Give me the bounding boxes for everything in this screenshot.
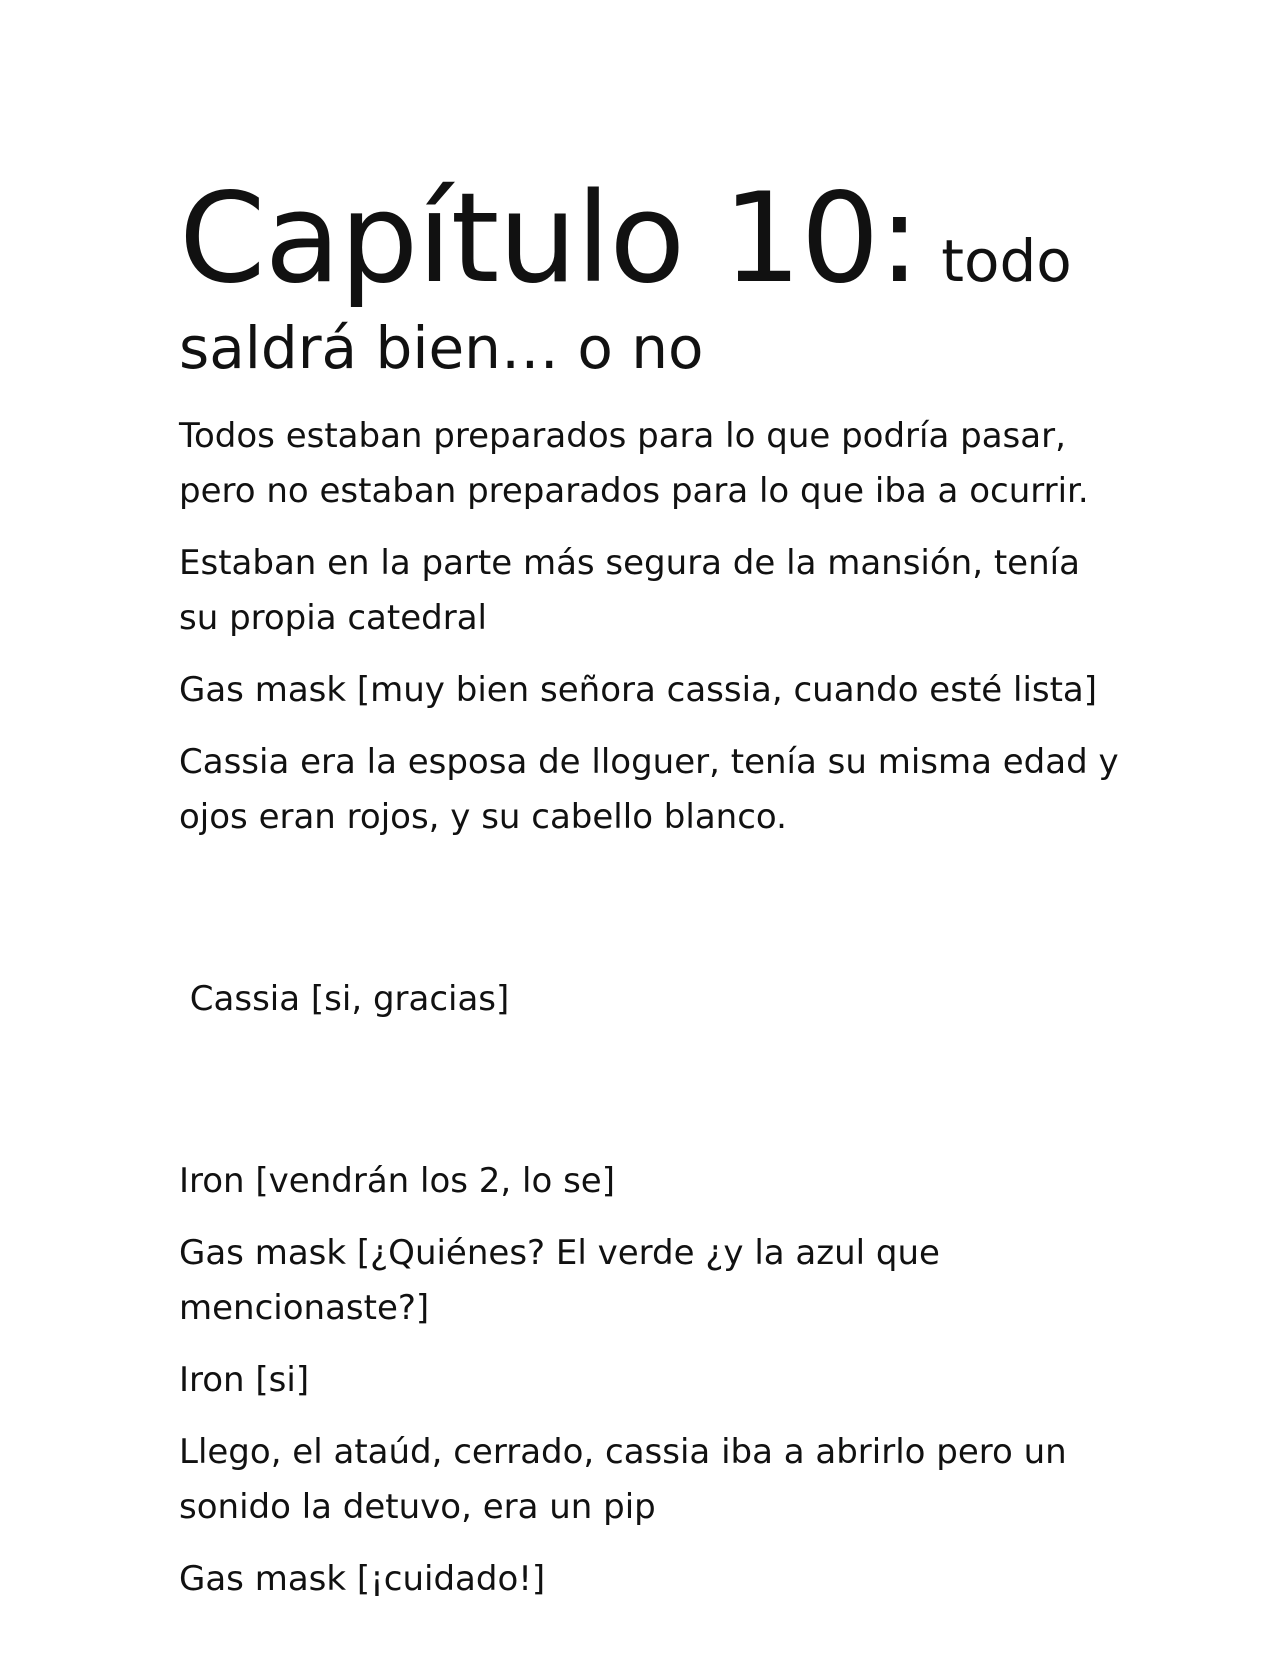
paragraph-line: mencionaste?] [179, 1287, 430, 1328]
paragraph-line: Gas mask [muy bien señora cassia, cuando esté lista] [179, 669, 1098, 710]
chapter-title-tail: todo [941, 227, 1072, 295]
document-content [179, 167, 1129, 1624]
paragraph-line: Iron [vendrán los 2, lo se] [179, 1160, 615, 1201]
paragraph [179, 735, 1129, 845]
paragraph [179, 1226, 1129, 1336]
paragraph-line: ojos eran rojos, y su cabello blanco. [179, 796, 787, 837]
paragraph-line: Gas mask [¿Quiénes? El verde ¿y la azul que [179, 1232, 940, 1273]
paragraph-line: Llego, el ataúd, cerrado, cassia iba a abrirlo pero un [179, 1431, 1067, 1472]
paragraph [179, 536, 1129, 646]
paragraph [179, 862, 1129, 1137]
chapter-title-line-2: saldrá bien… o no [179, 314, 704, 382]
paragraph [179, 1425, 1129, 1535]
paragraph-line: Cassia era la esposa de lloguer, tenía su misma edad y [179, 741, 1119, 782]
paragraph-line: Estaban en la parte más segura de la mansión, tenía [179, 542, 1080, 583]
paragraph [179, 1353, 1129, 1408]
chapter-title-line-1 [179, 167, 1129, 320]
paragraph [179, 1154, 1129, 1209]
paragraph [179, 1552, 1129, 1607]
paragraph-line: Todos estaban preparados para lo que podría pasar, [179, 415, 1066, 456]
chapter-body [179, 409, 1129, 1607]
chapter-title-main: Capítulo 10: [179, 167, 920, 311]
paragraph [179, 409, 1129, 519]
paragraph-line: su propia catedral [179, 597, 487, 638]
paragraph [179, 663, 1129, 718]
paragraph-line: Cassia [si, gracias] [179, 978, 510, 1019]
paragraph-line: sonido la detuvo, era un pip [179, 1486, 656, 1527]
paragraph-line: pero no estaban preparados para lo que iba a ocurrir. [179, 470, 1089, 511]
chapter-title [179, 167, 1129, 382]
paragraph-line: Iron [si] [179, 1359, 310, 1400]
paragraph-line: Gas mask [¡cuidado!] [179, 1558, 546, 1599]
